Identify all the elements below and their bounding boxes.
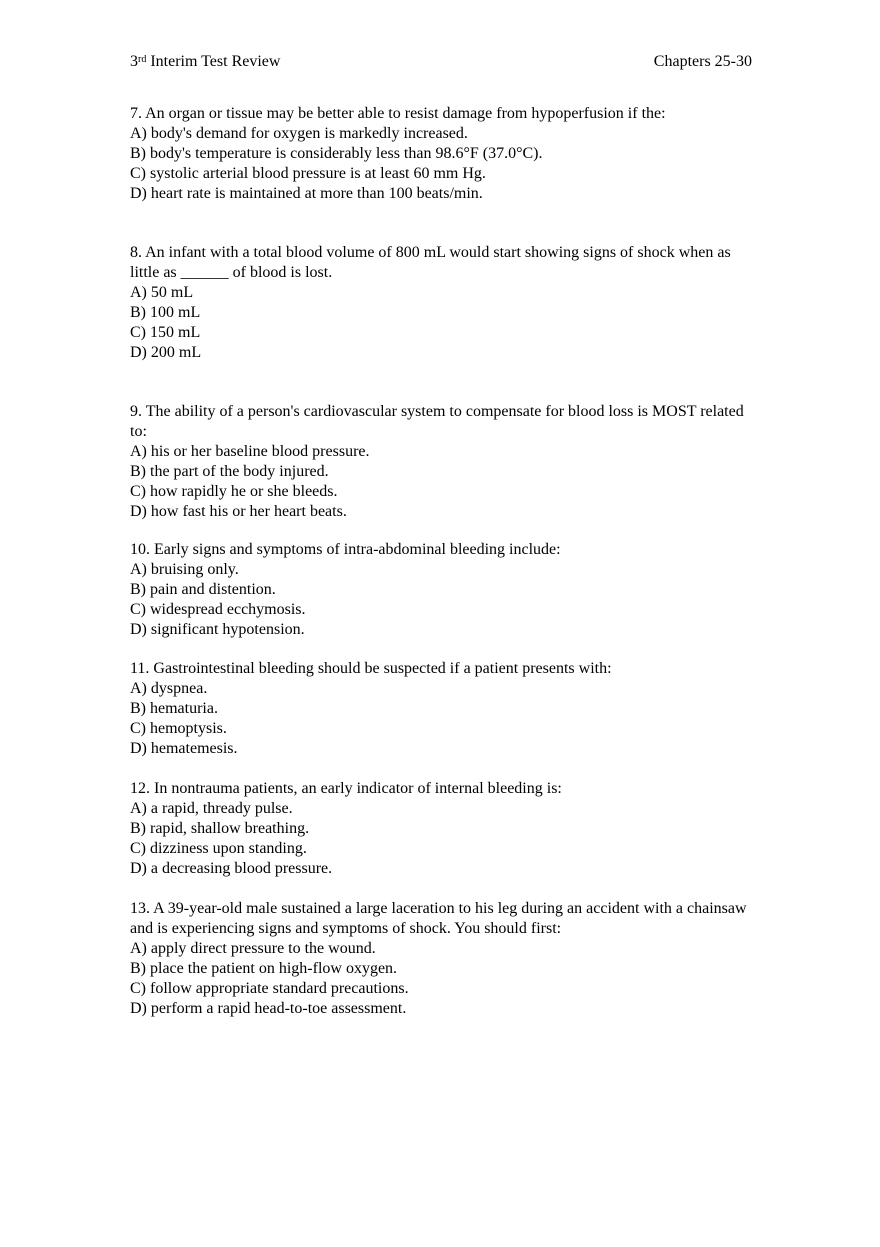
question-11 bbox=[130, 659, 752, 759]
answer-option-a: A) apply direct pressure to the wound. bbox=[130, 940, 376, 957]
header-title bbox=[130, 52, 280, 72]
question-stem: 12. In nontrauma patients, an early indicator of internal bleeding is: bbox=[130, 780, 562, 797]
answer-option-d: D) significant hypotension. bbox=[130, 621, 305, 638]
answer-option-b: B) body's temperature is considerably less than 98.6°F (37.0°C). bbox=[130, 145, 543, 162]
answer-option-b: B) pain and distention. bbox=[130, 581, 276, 598]
question-stem: 8. An infant with a total blood volume of 800 mL would start showing signs of shock when as little as ______ of blood is lost. bbox=[130, 244, 731, 281]
header-title-text: Interim Test Review bbox=[146, 53, 281, 70]
answer-option-a: A) bruising only. bbox=[130, 561, 239, 578]
answer-option-d: D) perform a rapid head-to-toe assessment. bbox=[130, 1000, 407, 1017]
question-stem: 13. A 39-year-old male sustained a large laceration to his leg during an accident with a chainsaw and is experiencing signs and symptoms of shock. You should first: bbox=[130, 900, 747, 937]
answer-option-a: A) body's demand for oxygen is markedly increased. bbox=[130, 125, 468, 142]
answer-option-b: B) 100 mL bbox=[130, 304, 201, 321]
question-13 bbox=[130, 899, 752, 1019]
answer-option-d: D) hematemesis. bbox=[130, 740, 238, 757]
header-chapters: Chapters 25-30 bbox=[653, 53, 752, 70]
answer-option-d: D) how fast his or her heart beats. bbox=[130, 503, 347, 520]
answer-option-d: D) 200 mL bbox=[130, 344, 202, 361]
answer-option-a: A) his or her baseline blood pressure. bbox=[130, 443, 370, 460]
answer-option-b: B) rapid, shallow breathing. bbox=[130, 820, 310, 837]
answer-option-c: C) follow appropriate standard precautions. bbox=[130, 980, 409, 997]
page-header bbox=[130, 52, 752, 74]
answer-option-d: D) a decreasing blood pressure. bbox=[130, 860, 333, 877]
answer-option-c: C) systolic arterial blood pressure is at least 60 mm Hg. bbox=[130, 165, 486, 182]
answer-option-b: B) the part of the body injured. bbox=[130, 463, 329, 480]
question-12 bbox=[130, 779, 752, 879]
header-title-ordinal: rd bbox=[138, 54, 147, 65]
question-9 bbox=[130, 402, 752, 522]
answer-option-b: B) hematuria. bbox=[130, 700, 218, 717]
answer-option-a: A) dyspnea. bbox=[130, 680, 208, 697]
question-10 bbox=[130, 540, 752, 640]
question-stem: 10. Early signs and symptoms of intra-abdominal bleeding include: bbox=[130, 541, 561, 558]
answer-option-c: C) 150 mL bbox=[130, 324, 201, 341]
answer-option-d: D) heart rate is maintained at more than 100 beats/min. bbox=[130, 185, 483, 202]
question-stem: 9. The ability of a person's cardiovascular system to compensate for blood loss is MOST related to: bbox=[130, 403, 744, 440]
answer-option-c: C) how rapidly he or she bleeds. bbox=[130, 483, 338, 500]
answer-option-a: A) a rapid, thready pulse. bbox=[130, 800, 293, 817]
answer-option-c: C) dizziness upon standing. bbox=[130, 840, 307, 857]
question-stem: 11. Gastrointestinal bleeding should be suspected if a patient presents with: bbox=[130, 660, 612, 677]
question-8 bbox=[130, 243, 752, 363]
answer-option-b: B) place the patient on high-flow oxygen. bbox=[130, 960, 398, 977]
answer-option-a: A) 50 mL bbox=[130, 284, 194, 301]
question-stem: 7. An organ or tissue may be better able to resist damage from hypoperfusion if the: bbox=[130, 105, 666, 122]
answer-option-c: C) hemoptysis. bbox=[130, 720, 227, 737]
question-7 bbox=[130, 104, 752, 204]
header-title-number: 3 bbox=[130, 53, 138, 70]
answer-option-c: C) widespread ecchymosis. bbox=[130, 601, 306, 618]
